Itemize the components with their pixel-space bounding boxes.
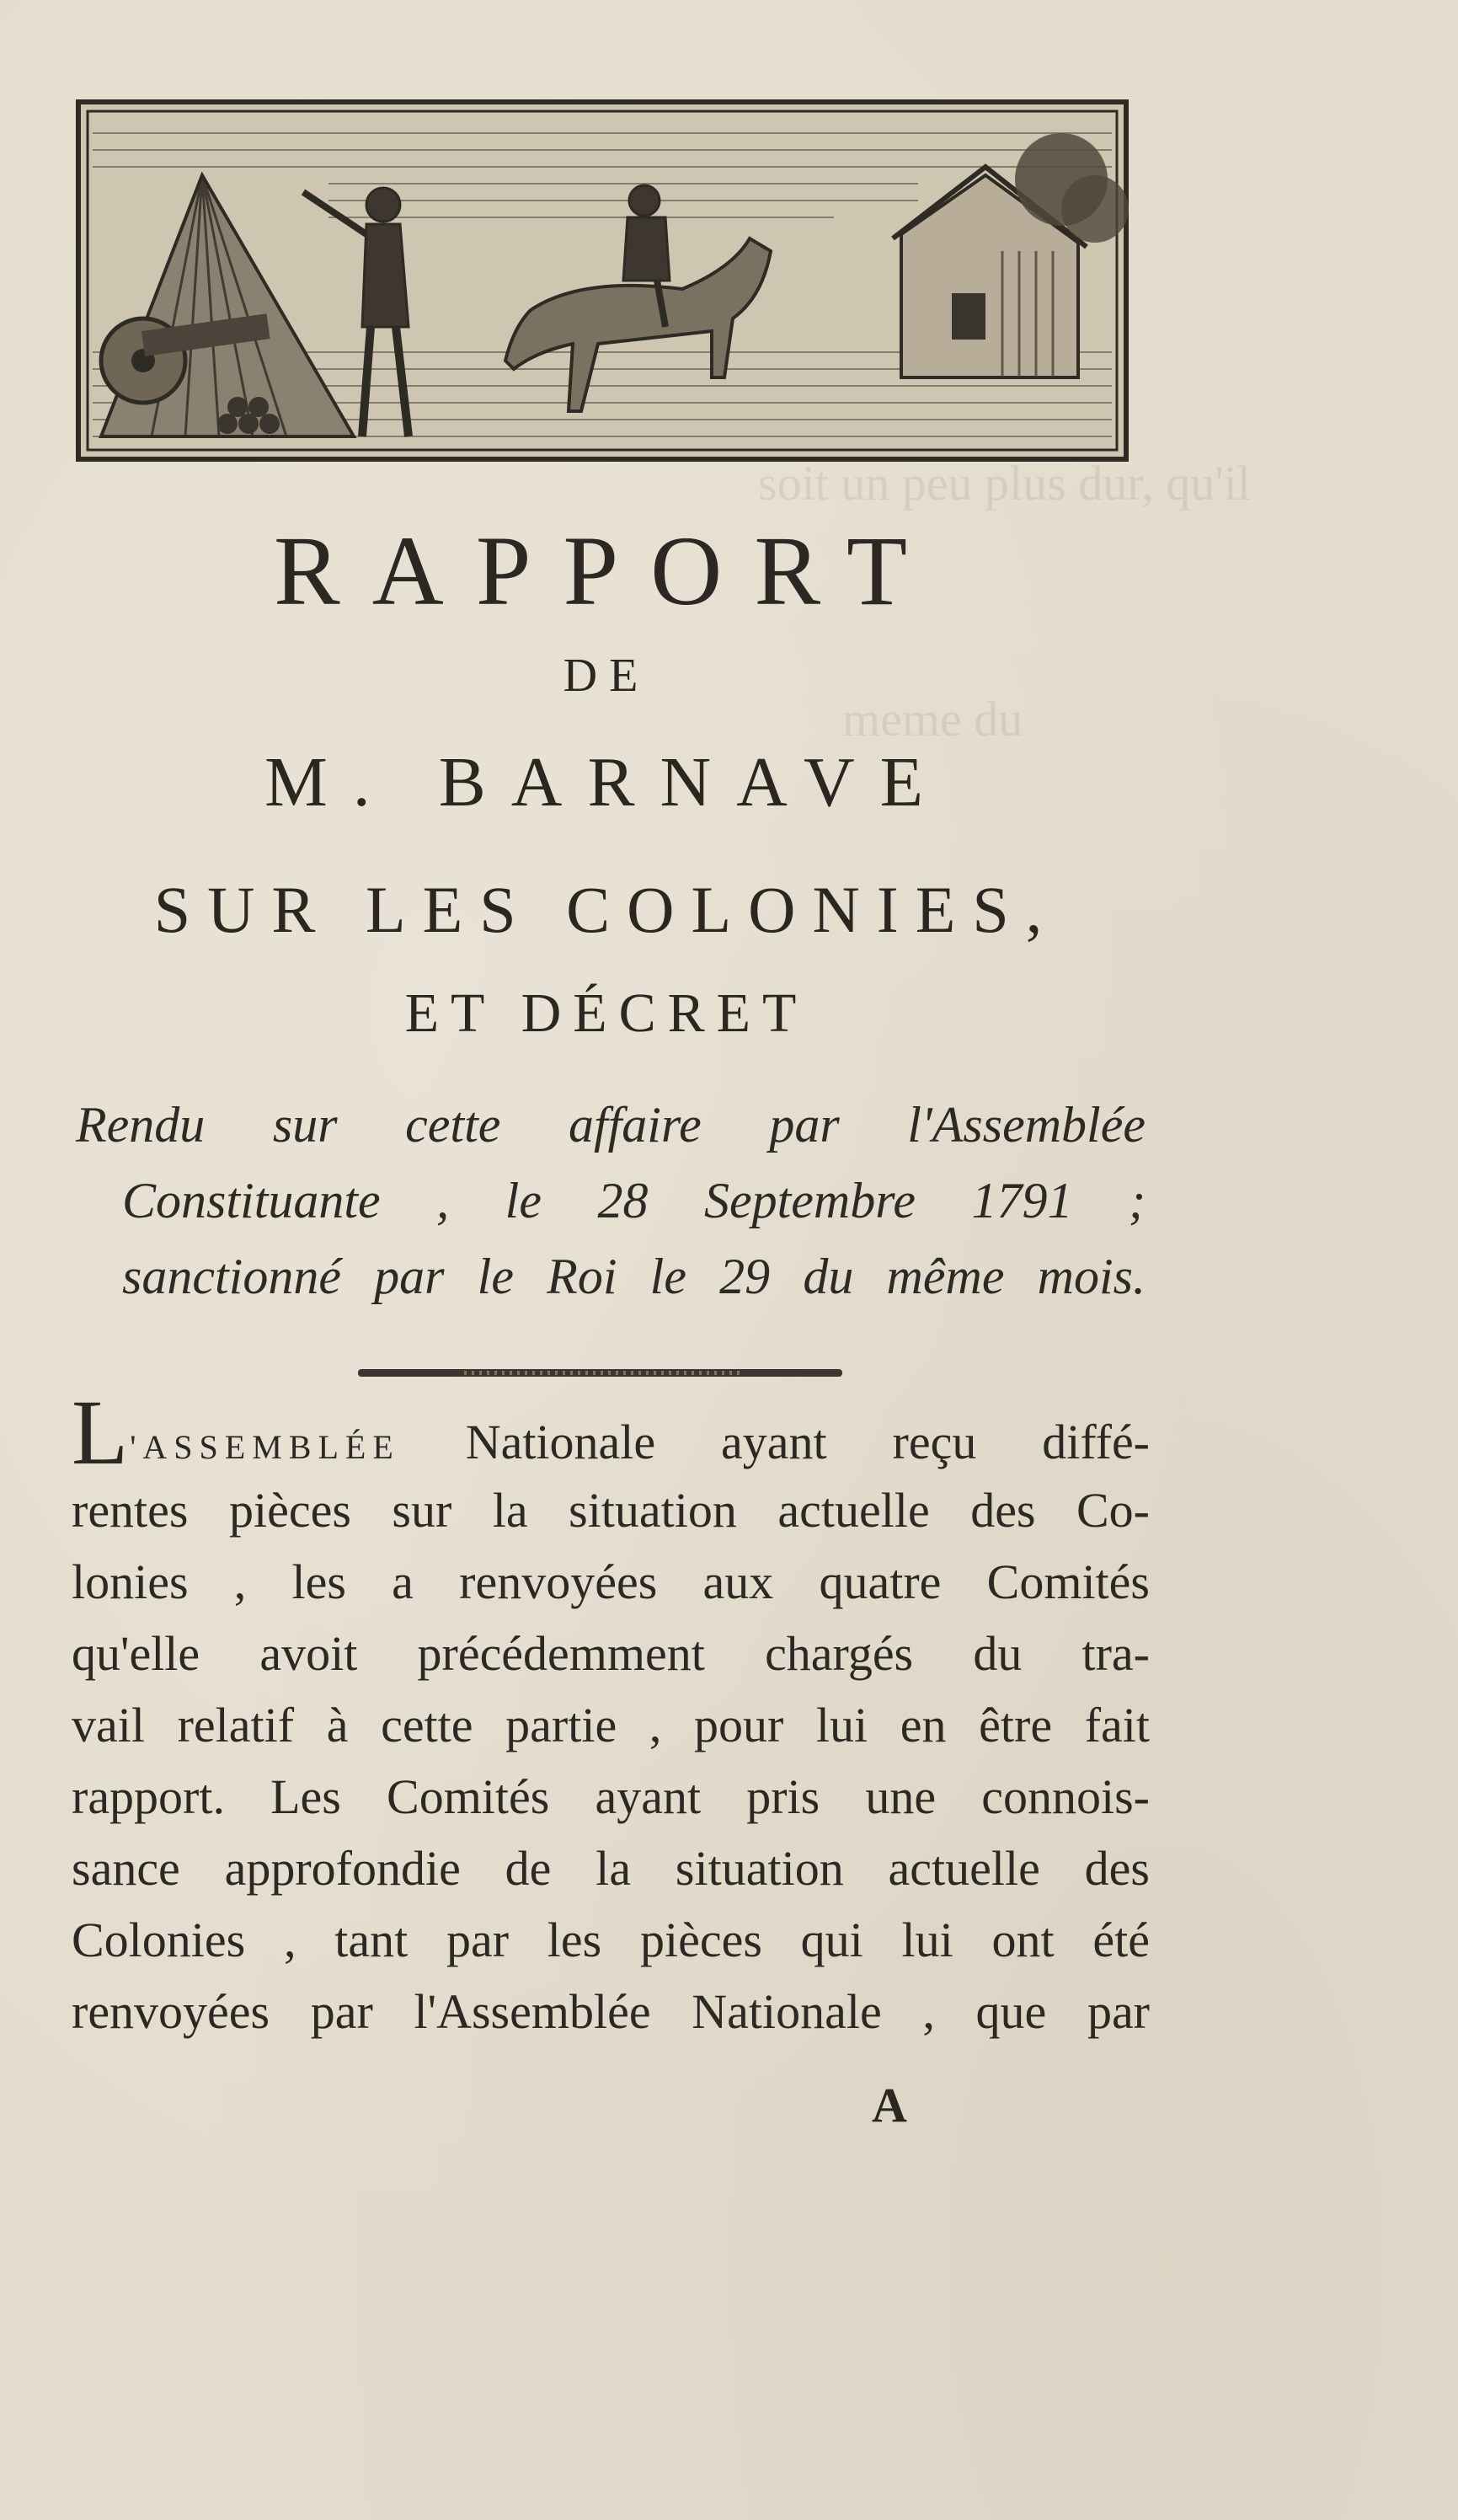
title-rapport: RAPPORT [273,516,940,626]
subtitle-line-1: Rendu sur cette affaire par l'Assemblée [76,1097,1146,1153]
ornamental-rule [358,1369,842,1377]
signature-mark: A [872,2078,907,2132]
woodcut-vignette [76,99,1129,462]
body-line: vail relatif à cette partie , pour lui en être fait [72,1698,1150,1752]
show-through: meme du [842,692,1023,746]
body-line-1 [72,1381,1150,1484]
title-de: DE [563,650,650,702]
title-et-decret: ET DÉCRET [404,982,809,1044]
subtitle-line-2: Constituante , le 28 Septembre 1791 ; [122,1173,1146,1228]
title-topic: SUR LES COLONIES, [153,873,1060,946]
title-author: M. BARNAVE [264,743,948,821]
body-line: Colonies , tant par les pièces qui lui ont été [72,1913,1150,1967]
body-line: rentes pièces sur la situation actuelle des Co- [72,1483,1150,1538]
body-line-1-rest: Nationale ayant reçu diffé- [465,1415,1150,1469]
woodcut-illustration [76,99,1129,462]
show-through: soit un peu plus dur, qu'il [758,456,1251,511]
body-paragraph [72,1381,1150,2047]
body-line: renvoyées par l'Assemblée Nationale , que par [72,1984,1150,2039]
dropcap: L [72,1381,129,1484]
smallcaps-word: 'ASSEMBLÉE [130,1428,400,1466]
body-line: sance approfondie de la situation actuelle des [72,1841,1150,1896]
subtitle-line-3: sanctionné par le Roi le 29 du même mois. [122,1249,1146,1304]
body-line: qu'elle avoit précédemment chargés du tra- [72,1626,1150,1681]
body-line: rapport. Les Comités ayant pris une connois- [72,1769,1150,1824]
body-line: lonies , les a renvoyées aux quatre Comités [72,1554,1150,1609]
